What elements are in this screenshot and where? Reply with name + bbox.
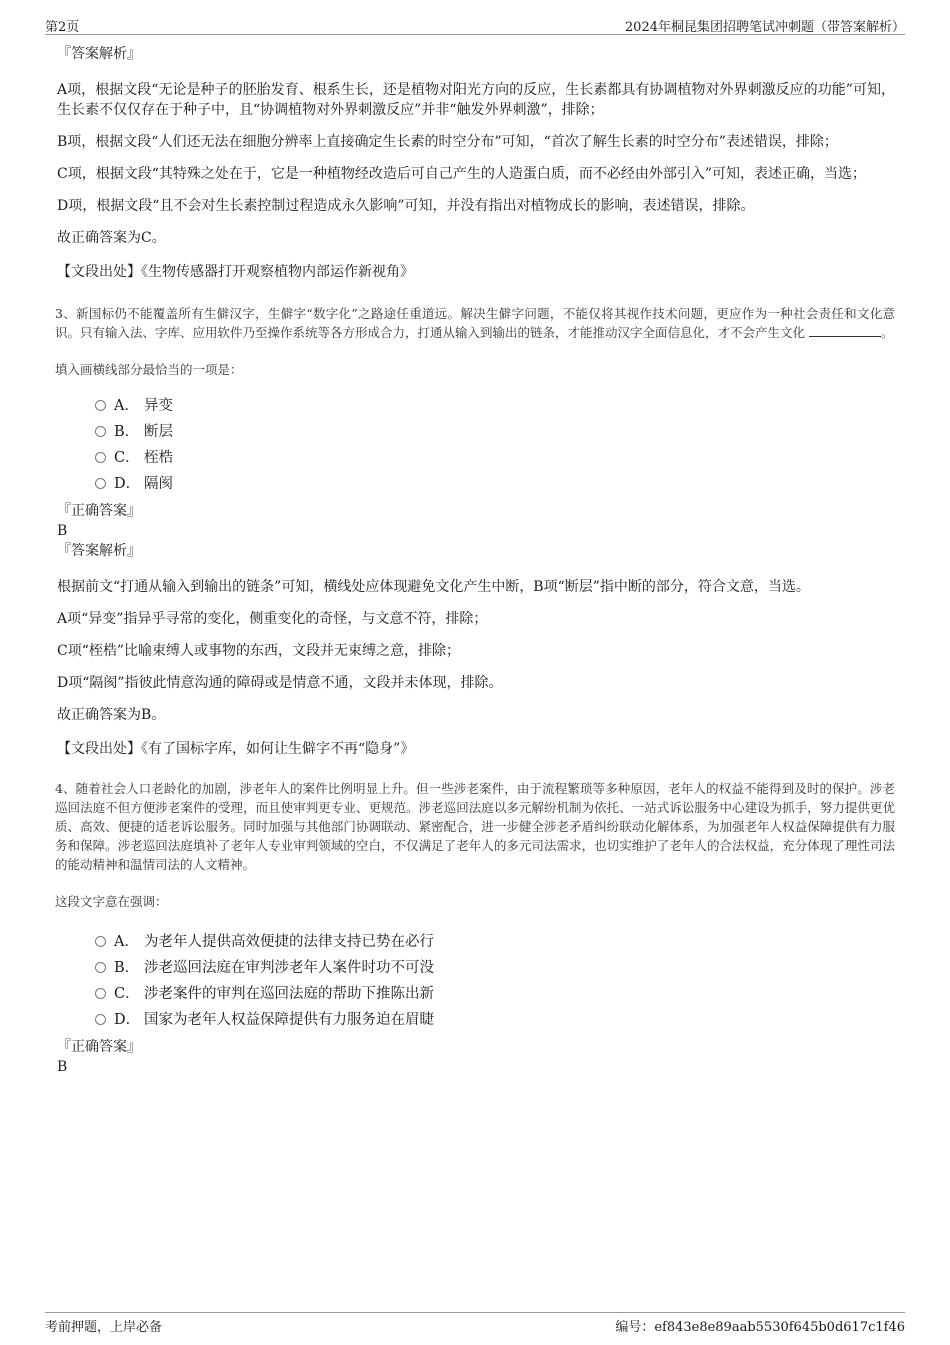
radio-icon[interactable]: [95, 400, 106, 411]
radio-icon[interactable]: [95, 936, 106, 947]
radio-icon[interactable]: [95, 962, 106, 973]
q3-source: 【文段出处】《有了国标字库，如何让生僻字不再“隐身”》: [57, 741, 415, 757]
radio-icon[interactable]: [95, 1014, 106, 1025]
q3-option-d[interactable]: D． 隔阂: [95, 471, 895, 497]
q3-blank: [809, 324, 881, 337]
q3-analysis-d: D项“隔阂”指彼此情意沟通的障碍或是情意不通，文段并未体现，排除。: [57, 675, 503, 691]
q2-analysis-d: D项，根据文段“且不会对生长素控制过程造成永久影响”可知，并没有指出对植物成长的影响，表述错误，排除。: [57, 198, 755, 214]
q4-options: [95, 929, 895, 1033]
q2-source: 【文段出处】《生物传感器打开观察植物内部运作新视角》: [57, 264, 414, 280]
q4-option-d[interactable]: D． 国家为老年人权益保障提供有力服务迫在眉睫: [95, 1007, 895, 1033]
radio-icon[interactable]: [95, 988, 106, 999]
q2-analysis-c: C项，根据文段“其特殊之处在于，它是一种植物经改造后可自己产生的人造蛋白质，而不必经由外部引入”可知，表述正确，当选；: [57, 166, 867, 182]
q4-answer: B: [57, 1059, 68, 1075]
document-title: 2024年桐昆集团招聘笔试冲刺题（带答案解析）: [624, 20, 905, 35]
page-number: 第2页: [45, 20, 80, 35]
page-footer: [45, 1312, 905, 1335]
q4-option-a[interactable]: A． 为老年人提供高效便捷的法律支持已势在必行: [95, 929, 895, 955]
q3-answer-block: [55, 501, 895, 561]
q4-answer-label: 『正确答案』: [57, 1039, 141, 1055]
q3-options: [95, 393, 895, 497]
q3-option-c[interactable]: C． 桎梏: [95, 445, 895, 471]
page-content: [55, 44, 895, 1077]
q3-analysis-a: A项“异变”指异乎寻常的变化，侧重变化的奇怪，与文意不符，排除；: [57, 611, 488, 627]
q3-option-a[interactable]: A． 异变: [95, 393, 895, 419]
q4-answer-block: [55, 1037, 895, 1077]
q2-analysis-b: B项，根据文段“人们还无法在细胞分辨率上直接确定生长素的时空分布”可知，“首次了解生长素的时空分布”表述错误，排除；: [57, 134, 838, 150]
q3-option-b[interactable]: B． 断层: [95, 419, 895, 445]
page-header: [45, 14, 905, 35]
q2-analysis-label: 『答案解析』: [57, 46, 141, 62]
q3-analysis-main: 根据前文“打通从输入到输出的链条”可知，横线处应体现避免文化产生中断，B项“断层”指中断的部分，符合文意，当选。: [57, 579, 810, 595]
q3-stem-text: 3、新国标仍不能覆盖所有生僻汉字，生僻字“数字化”之路途任重道远。解决生僻字问题，不能仅将其视作技术问题，更应作为一种社会责任和文化意识。只有输入法、字库、应用软件乃至操作系统等各方形成合力，打通从输入到输出的链条，才能推动汉字全面信息化，才不会产生文化: [55, 306, 895, 340]
q4-option-b[interactable]: B． 涉老巡回法庭在审判涉老年人案件时功不可没: [95, 955, 895, 981]
radio-icon[interactable]: [95, 452, 106, 463]
q3-answer: B: [57, 523, 68, 539]
radio-icon[interactable]: [95, 426, 106, 437]
q3-answer-label: 『正确答案』: [57, 503, 141, 519]
q3-stem: [55, 304, 895, 342]
q4-prompt: 这段文字意在强调：: [55, 894, 168, 909]
q2-analysis-a: A项，根据文段“无论是种子的胚胎发育、根系生长，还是植物对阳光方向的反应，生长素都具有协调植物对外界刺激反应的功能”可知，生长素不仅仅存在于种子中，且“协调植物对外界刺激反应”并非“触发外界刺激”，排除；: [57, 82, 895, 118]
q3-conclusion: 故正确答案为B。: [57, 707, 166, 723]
q4-stem: 4、随着社会人口老龄化的加剧，涉老年人的案件比例明显上升。但一些涉老案件，由于流程繁琐等多种原因，老年人的权益不能得到及时的保护。涉老巡回法庭不但方便涉老案件的受理，而且使审判更专业、更规范。涉老巡回法庭以多元解纷机制为依托、一站式诉讼服务中心建设为抓手，努力提供更优质、高效、便捷的适老诉讼服务。同时加强与其他部门协调联动、紧密配合，进一步健全涉老矛盾纠纷联动化解体系，为加强老年人权益保障提供有力服务和保障。涉老巡回法庭填补了老年人专业审判领域的空白，不仅满足了老年人的多元司法需求，也切实维护了老年人的合法权益，充分体现了理性司法的能动精神和温情司法的人文精神。: [55, 781, 895, 872]
q3-prompt: 填入画横线部分最恰当的一项是：: [55, 362, 243, 377]
q4-option-c[interactable]: C． 涉老案件的审判在巡回法庭的帮助下推陈出新: [95, 981, 895, 1007]
q2-conclusion: 故正确答案为C。: [57, 230, 166, 246]
footer-slogan: 考前押题，上岸必备: [45, 1320, 163, 1335]
document-id: 编号：ef843e8e89aab5530f645b0d617c1f46: [615, 1320, 905, 1335]
q3-analysis-label: 『答案解析』: [57, 543, 141, 559]
q3-stem-end: 。: [881, 325, 894, 340]
radio-icon[interactable]: [95, 478, 106, 489]
q3-analysis-c: C项“桎梏”比喻束缚人或事物的东西，文段并无束缚之意，排除；: [57, 643, 461, 659]
